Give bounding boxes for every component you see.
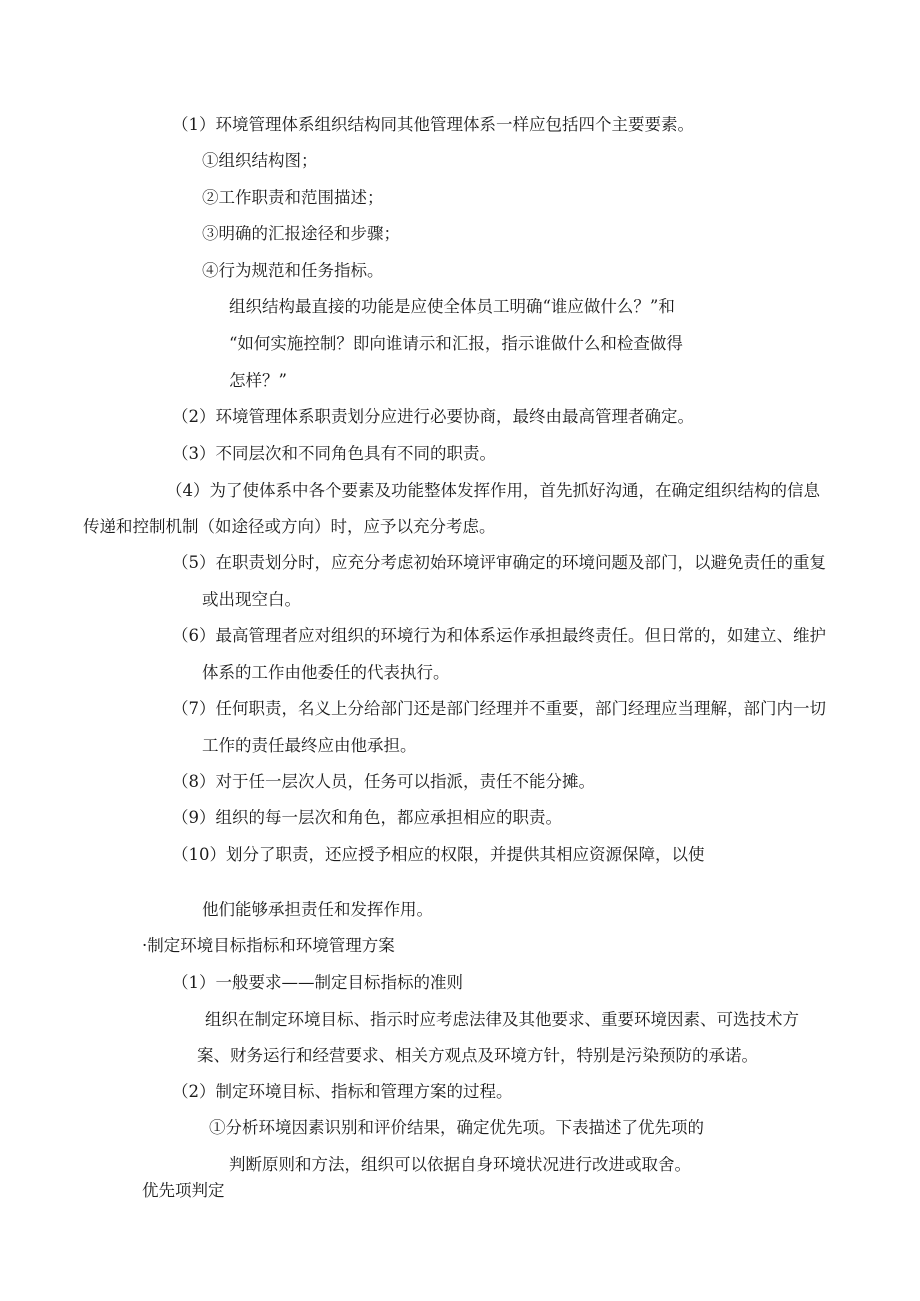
table-caption: 优先项判定 <box>142 1181 225 1200</box>
item-6-line-2: 体系的工作由他委任的代表执行。 <box>202 663 450 682</box>
element-org-chart: ①组织结构图； <box>202 151 318 170</box>
item-7-line-2: 工作的责任最终应由他承担。 <box>202 736 417 755</box>
item-6-line-1: （6）最高管理者应对组织的环境行为和体系运作承担最终责任。但日常的，如建立、维护 <box>172 626 826 645</box>
item-4-line-2: 传递和控制机制（如途径或方向）时，应予以充分考虑。 <box>83 517 496 536</box>
note-line-1: 组织结构最直接的功能是应使全体员工明确“谁应做什么？”和 <box>229 297 675 316</box>
element-duties: ②工作职责和范围描述； <box>202 188 384 207</box>
sub-item-1: （1）一般要求——制定目标指标的准则 <box>172 973 463 992</box>
note-line-3: 怎样？” <box>229 371 287 390</box>
item-8: （8）对于任一层次人员，任务可以指派，责任不能分摊。 <box>172 772 595 791</box>
item-4-line-1: （4）为了使体系中各个要素及功能整体发挥作用，首先抓好沟通，在确定组织结构的信息 <box>166 481 820 500</box>
step-1-line-2: 判断原则和方法，组织可以依据自身环境状况进行改进或取舍。 <box>229 1155 691 1174</box>
item-2: （2）环境管理体系职责划分应进行必要协商，最终由最高管理者确定。 <box>172 407 694 426</box>
item-10-line-2: 他们能够承担责任和发挥作用。 <box>202 900 433 919</box>
item-1: （1）环境管理体系组织结构同其他管理体系一样应包括四个主要要素。 <box>172 115 694 134</box>
note-line-2: “如何实施控制？即向谁请示和汇报，指示谁做什么和检查做得 <box>229 334 683 353</box>
item-9: （9）组织的每一层次和角色，都应承担相应的职责。 <box>172 808 562 827</box>
sub-item-2: （2）制定环境目标、指标和管理方案的过程。 <box>172 1082 513 1101</box>
item-5-line-2: 或出现空白。 <box>202 590 301 609</box>
section-heading: ·制定环境目标指标和环境管理方案 <box>142 936 395 955</box>
item-10-line-1: （10）划分了职责，还应授予相应的权限，并提供其相应资源保障，以使 <box>172 845 705 864</box>
item-5-line-1: （5）在职责划分时，应充分考虑初始环境评审确定的环境问题及部门，以避免责任的重复 <box>172 553 826 572</box>
item-3: （3）不同层次和不同角色具有不同的职责。 <box>172 444 496 463</box>
element-norms: ④行为规范和任务指标。 <box>202 261 384 280</box>
step-1-line-1: ①分析环境因素识别和评价结果，确定优先项。下表描述了优先项的 <box>209 1118 704 1137</box>
sub-1-body-line-2: 案、财务运行和经营要求、相关方观点及环境方针，特别是污染预防的承诺。 <box>197 1046 758 1065</box>
item-7-line-1: （7）任何职责，名义上分给部门还是部门经理并不重要，部门经理应当理解，部门内一切 <box>172 699 826 718</box>
element-reporting: ③明确的汇报途径和步骤； <box>202 224 400 243</box>
sub-1-body-line-1: 组织在制定环境目标、指示时应考虑法律及其他要求、重要环境因素、可选技术方 <box>205 1010 799 1029</box>
